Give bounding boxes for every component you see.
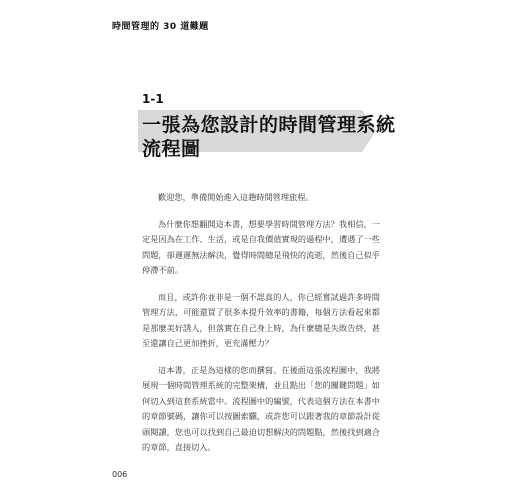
section-title-line-1: 一張為您設計的時間管理系統 (142, 114, 396, 136)
running-header: 時間管理的 30 道難題 (112, 22, 209, 32)
section-title-band (138, 110, 396, 160)
body-text (142, 190, 380, 467)
paragraph: 歡迎您，準備開始進入這趟時間管理旅程。 (158, 192, 314, 202)
paragraph: 為什麼你想翻開這本書，想要學習時間管理方法？我相信，一定是因為在工作、生活，或是自我價值實現的過程中，遭遇了一些問題，卻遲遲無法解決，覺得時間總是飛快的流逝，然後自己似乎停滯不前。 (142, 218, 380, 275)
paragraph: 這本書，正是為這樣的您而撰寫。在後面這張流程圖中，我將展現一個時間管理系統的完整架構，並且點出「您的關鍵問題」如何切入到這套系統當中。流程圖中的編號，代表這個方法在本書中的章節號碼，讓你可以按圖索驥，或許您可以跟著我的章節設計從頭閱讀，您也可以找到自己最迫切想解決的問題點，然後找到適合的章節，直接切入。 (142, 364, 380, 452)
page-number: 006 (112, 470, 128, 479)
section-number: 1-1 (142, 92, 164, 106)
paragraph: 而且，或許你並非是一個不認真的人，你已經嘗試過許多時間管理方法，可能還買了很多本提升效率的書籍，每個方法看起來都是那麼美好誘人，但落實在自己身上時，為什麼總是失敗告終，甚至還讓自己更加挫折，更充滿壓力？ (142, 291, 380, 348)
section-title-line-2: 流程圖 (142, 138, 201, 160)
